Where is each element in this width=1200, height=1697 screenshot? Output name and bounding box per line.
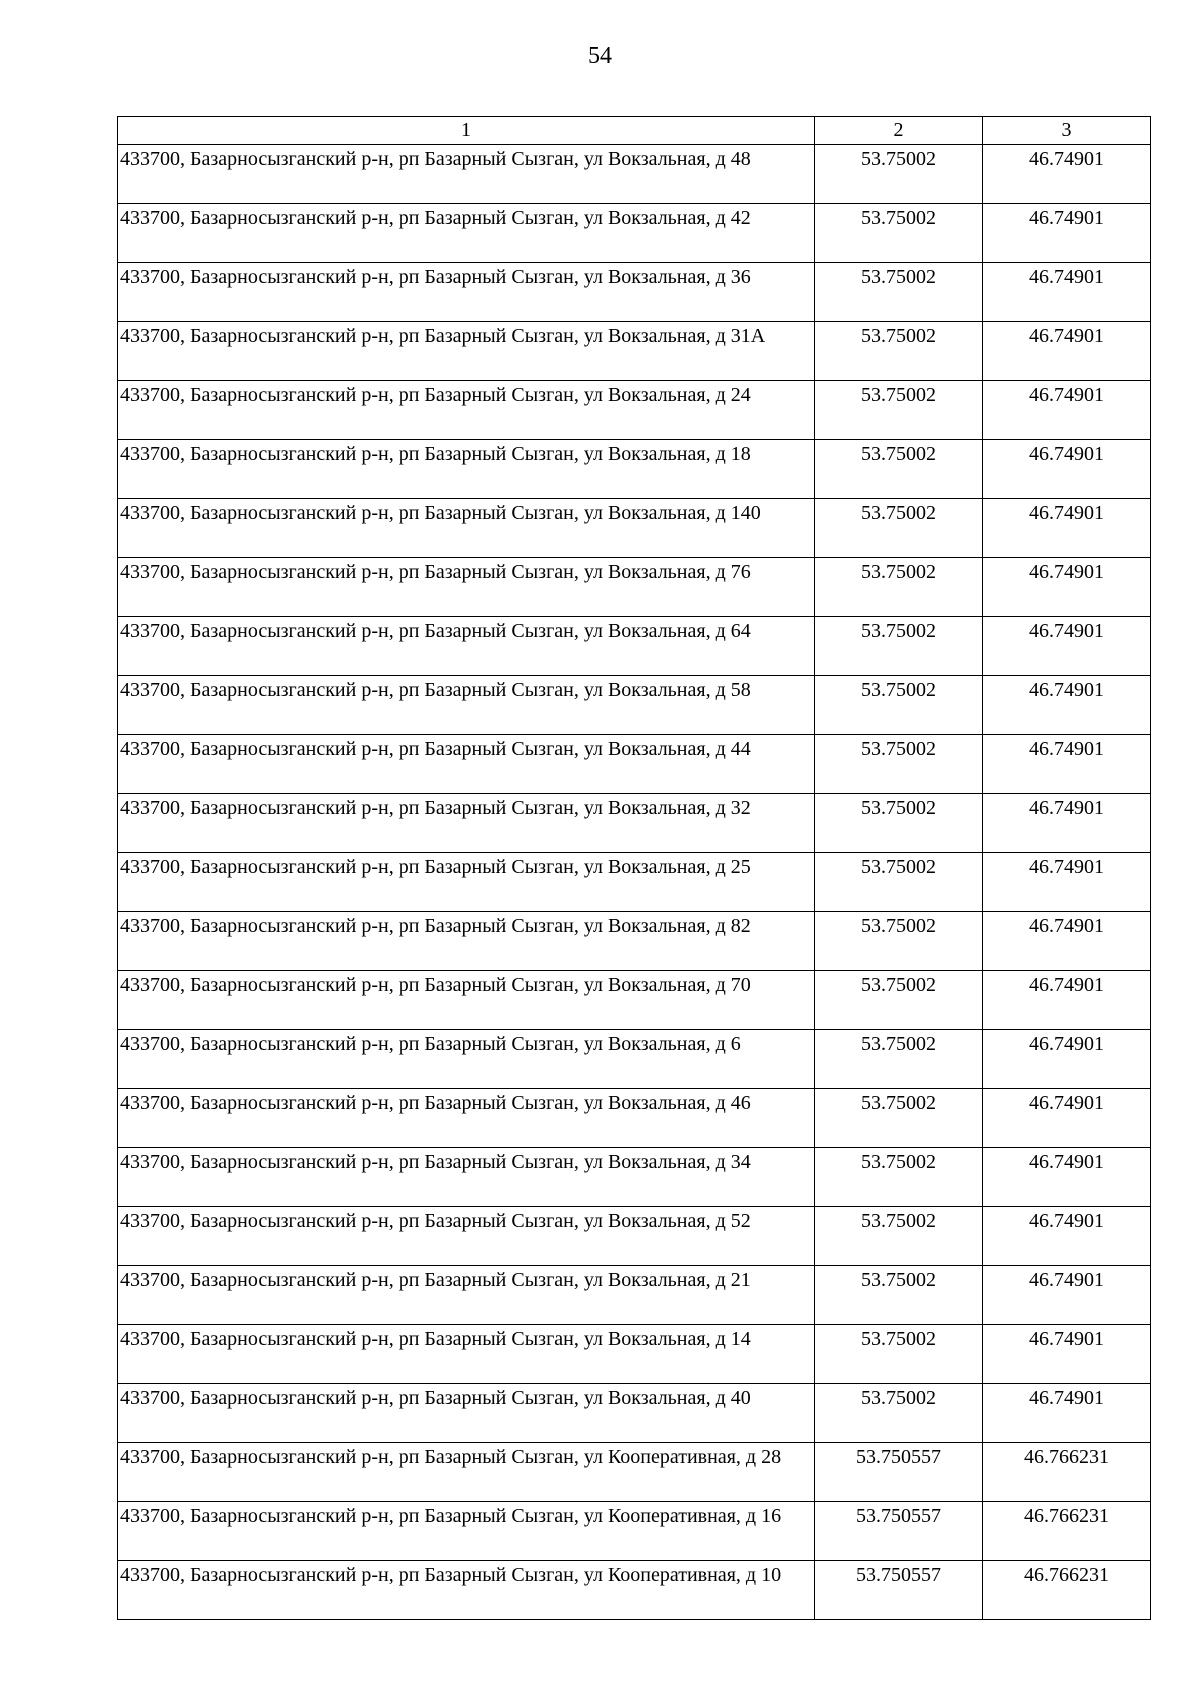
longitude-cell: 46.74901 xyxy=(983,558,1151,617)
address-cell: 433700, Базарносызганский р-н, рп Базарный Сызган, ул Вокзальная, д 6 xyxy=(118,1030,815,1089)
latitude-cell: 53.75002 xyxy=(815,263,983,322)
longitude-cell: 46.74901 xyxy=(983,1030,1151,1089)
longitude-cell: 46.74901 xyxy=(983,1148,1151,1207)
longitude-cell: 46.74901 xyxy=(983,1089,1151,1148)
address-cell: 433700, Базарносызганский р-н, рп Базарный Сызган, ул Вокзальная, д 14 xyxy=(118,1325,815,1384)
longitude-cell: 46.74901 xyxy=(983,1207,1151,1266)
latitude-cell: 53.75002 xyxy=(815,1207,983,1266)
latitude-cell: 53.75002 xyxy=(815,1384,983,1443)
address-cell: 433700, Базарносызганский р-н, рп Базарный Сызган, ул Вокзальная, д 82 xyxy=(118,912,815,971)
address-cell: 433700, Базарносызганский р-н, рп Базарный Сызган, ул Вокзальная, д 36 xyxy=(118,263,815,322)
column-header-2: 2 xyxy=(815,117,983,145)
longitude-cell: 46.74901 xyxy=(983,499,1151,558)
latitude-cell: 53.75002 xyxy=(815,853,983,912)
longitude-cell: 46.74901 xyxy=(983,1325,1151,1384)
longitude-cell: 46.74901 xyxy=(983,263,1151,322)
latitude-cell: 53.75002 xyxy=(815,794,983,853)
latitude-cell: 53.75002 xyxy=(815,971,983,1030)
latitude-cell: 53.750557 xyxy=(815,1443,983,1502)
longitude-cell: 46.766231 xyxy=(983,1502,1151,1561)
latitude-cell: 53.75002 xyxy=(815,617,983,676)
latitude-cell: 53.75002 xyxy=(815,145,983,204)
latitude-cell: 53.75002 xyxy=(815,1089,983,1148)
table-row xyxy=(118,558,1151,617)
longitude-cell: 46.74901 xyxy=(983,617,1151,676)
table-row xyxy=(118,1443,1151,1502)
address-cell: 433700, Базарносызганский р-н, рп Базарный Сызган, ул Вокзальная, д 42 xyxy=(118,204,815,263)
latitude-cell: 53.75002 xyxy=(815,440,983,499)
address-cell: 433700, Базарносызганский р-н, рп Базарный Сызган, ул Кооперативная, д 28 xyxy=(118,1443,815,1502)
latitude-cell: 53.75002 xyxy=(815,381,983,440)
longitude-cell: 46.74901 xyxy=(983,676,1151,735)
table-row xyxy=(118,1384,1151,1443)
address-cell: 433700, Базарносызганский р-н, рп Базарный Сызган, ул Вокзальная, д 24 xyxy=(118,381,815,440)
table-header-row xyxy=(118,117,1151,145)
latitude-cell: 53.750557 xyxy=(815,1502,983,1561)
address-cell: 433700, Базарносызганский р-н, рп Базарный Сызган, ул Вокзальная, д 58 xyxy=(118,676,815,735)
table-row xyxy=(118,1207,1151,1266)
address-cell: 433700, Базарносызганский р-н, рп Базарный Сызган, ул Вокзальная, д 40 xyxy=(118,1384,815,1443)
table-row xyxy=(118,499,1151,558)
address-cell: 433700, Базарносызганский р-н, рп Базарный Сызган, ул Вокзальная, д 48 xyxy=(118,145,815,204)
table-row xyxy=(118,381,1151,440)
longitude-cell: 46.74901 xyxy=(983,853,1151,912)
latitude-cell: 53.75002 xyxy=(815,204,983,263)
latitude-cell: 53.75002 xyxy=(815,1030,983,1089)
latitude-cell: 53.75002 xyxy=(815,499,983,558)
table-row xyxy=(118,263,1151,322)
longitude-cell: 46.74901 xyxy=(983,912,1151,971)
table-row xyxy=(118,1030,1151,1089)
table-row xyxy=(118,322,1151,381)
table-row xyxy=(118,912,1151,971)
address-cell: 433700, Базарносызганский р-н, рп Базарный Сызган, ул Кооперативная, д 16 xyxy=(118,1502,815,1561)
table-row xyxy=(118,1325,1151,1384)
table-row xyxy=(118,1561,1151,1620)
longitude-cell: 46.74901 xyxy=(983,794,1151,853)
page-number: 54 xyxy=(588,43,612,69)
address-cell: 433700, Базарносызганский р-н, рп Базарный Сызган, ул Вокзальная, д 44 xyxy=(118,735,815,794)
latitude-cell: 53.75002 xyxy=(815,1266,983,1325)
latitude-cell: 53.75002 xyxy=(815,558,983,617)
address-cell: 433700, Базарносызганский р-н, рп Базарный Сызган, ул Вокзальная, д 25 xyxy=(118,853,815,912)
address-cell: 433700, Базарносызганский р-н, рп Базарный Сызган, ул Вокзальная, д 140 xyxy=(118,499,815,558)
latitude-cell: 53.750557 xyxy=(815,1561,983,1620)
table-row xyxy=(118,1502,1151,1561)
longitude-cell: 46.766231 xyxy=(983,1443,1151,1502)
longitude-cell: 46.74901 xyxy=(983,1384,1151,1443)
table-row xyxy=(118,853,1151,912)
longitude-cell: 46.74901 xyxy=(983,322,1151,381)
latitude-cell: 53.75002 xyxy=(815,1148,983,1207)
column-header-1: 1 xyxy=(118,117,815,145)
latitude-cell: 53.75002 xyxy=(815,322,983,381)
table-row xyxy=(118,617,1151,676)
table-row xyxy=(118,145,1151,204)
longitude-cell: 46.74901 xyxy=(983,204,1151,263)
longitude-cell: 46.74901 xyxy=(983,1266,1151,1325)
table-row xyxy=(118,1266,1151,1325)
latitude-cell: 53.75002 xyxy=(815,676,983,735)
longitude-cell: 46.74901 xyxy=(983,145,1151,204)
table-row xyxy=(118,1148,1151,1207)
latitude-cell: 53.75002 xyxy=(815,735,983,794)
longitude-cell: 46.766231 xyxy=(983,1561,1151,1620)
longitude-cell: 46.74901 xyxy=(983,735,1151,794)
longitude-cell: 46.74901 xyxy=(983,440,1151,499)
address-cell: 433700, Базарносызганский р-н, рп Базарный Сызган, ул Вокзальная, д 64 xyxy=(118,617,815,676)
address-cell: 433700, Базарносызганский р-н, рп Базарный Сызган, ул Вокзальная, д 32 xyxy=(118,794,815,853)
address-cell: 433700, Базарносызганский р-н, рп Базарный Сызган, ул Вокзальная, д 46 xyxy=(118,1089,815,1148)
table-row xyxy=(118,676,1151,735)
longitude-cell: 46.74901 xyxy=(983,971,1151,1030)
address-cell: 433700, Базарносызганский р-н, рп Базарный Сызган, ул Вокзальная, д 21 xyxy=(118,1266,815,1325)
longitude-cell: 46.74901 xyxy=(983,381,1151,440)
table-row xyxy=(118,204,1151,263)
table-row xyxy=(118,735,1151,794)
column-header-3: 3 xyxy=(983,117,1151,145)
table-row xyxy=(118,440,1151,499)
address-cell: 433700, Базарносызганский р-н, рп Базарный Сызган, ул Вокзальная, д 76 xyxy=(118,558,815,617)
address-cell: 433700, Базарносызганский р-н, рп Базарный Сызган, ул Кооперативная, д 10 xyxy=(118,1561,815,1620)
table-row xyxy=(118,971,1151,1030)
table-body xyxy=(118,145,1151,1620)
address-cell: 433700, Базарносызганский р-н, рп Базарный Сызган, ул Вокзальная, д 31А xyxy=(118,322,815,381)
table-row xyxy=(118,1089,1151,1148)
address-cell: 433700, Базарносызганский р-н, рп Базарный Сызган, ул Вокзальная, д 52 xyxy=(118,1207,815,1266)
address-table xyxy=(117,116,1151,1620)
table-row xyxy=(118,794,1151,853)
address-cell: 433700, Базарносызганский р-н, рп Базарный Сызган, ул Вокзальная, д 18 xyxy=(118,440,815,499)
latitude-cell: 53.75002 xyxy=(815,1325,983,1384)
address-cell: 433700, Базарносызганский р-н, рп Базарный Сызган, ул Вокзальная, д 70 xyxy=(118,971,815,1030)
latitude-cell: 53.75002 xyxy=(815,912,983,971)
address-cell: 433700, Базарносызганский р-н, рп Базарный Сызган, ул Вокзальная, д 34 xyxy=(118,1148,815,1207)
